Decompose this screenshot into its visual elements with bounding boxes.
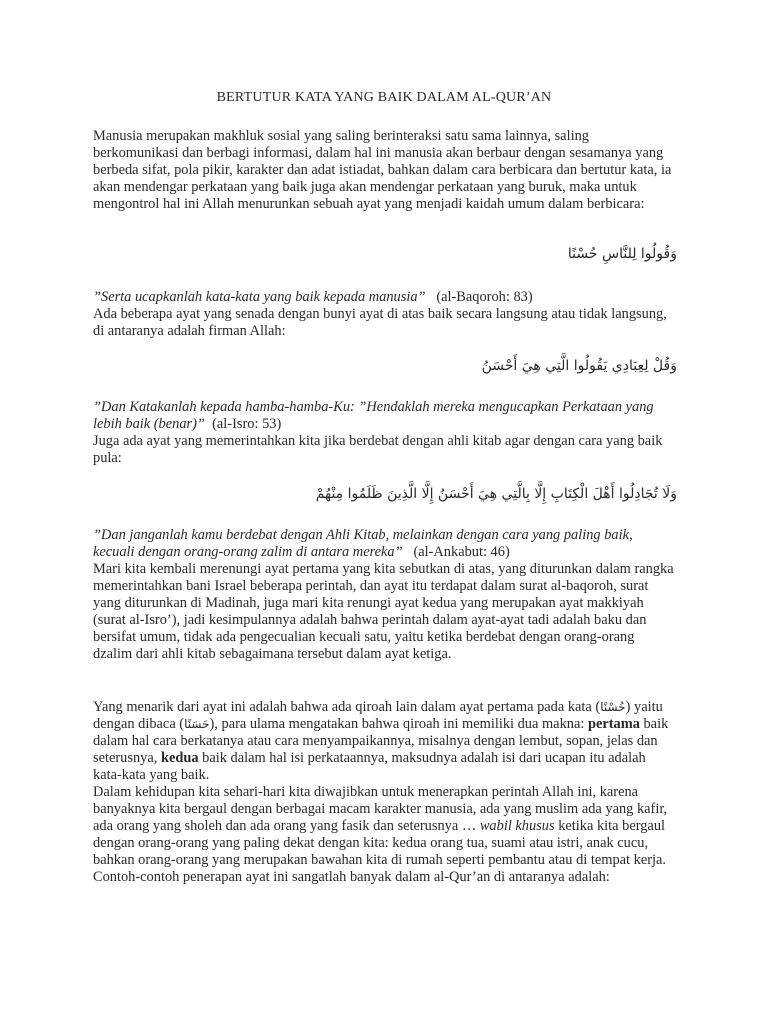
qiroah-text-3: ), para ulama mengatakan bahwa qiroah ini memiliki dua makna: <box>209 716 588 732</box>
qiroah-text-4: baik dalam hal cara berkatanya atau cara menyampaikannya, misalnya dengan lembut, sopan, jelas dan seterusnya, <box>93 716 669 766</box>
verse-2-reference: (al-Isro: 53) <box>212 416 282 432</box>
qiroah-bold-kedua: kedua <box>160 750 199 766</box>
daily-text-2: ketika kita bergaul dengan orang-orang yang paling dekat dengan kita: kedua orang tua, suami atau istri, anak cucu, bahkan orang-orang yang merupakan bawahan kita di rumah seperti pembantu atau di tempat kerja. <box>93 818 667 868</box>
verse-1-block <box>93 289 677 340</box>
verse-3-after-text: Mari kita kembali merenungi ayat pertama yang kita sebutkan di atas, yang diturunkan dalam rangka memerintahkan bani Israel beberapa perintah, dan ayat itu terdapat dalam surat al-baqoroh, surat yang diturunkan di Madinah, juga mari kita renungi ayat kedua yang merupakan ayat makkiyah (surat al-Isro’), jadi kesimpulannya adalah bahwa perintah dalam ayat-ayat tadi adalah baku dan bersifat umum, tidak ada pengecualian kecuali satu, yaitu ketika berdebat dengan orang-orang dzalim dari ahli kitab sebagaimana tersebut dalam ayat ketiga. <box>93 561 674 662</box>
verse-1-after-text: Ada beberapa ayat yang senada dengan bunyi ayat di atas baik secara langsung atau tidak langsung, di antaranya adalah firman Allah: <box>93 306 667 339</box>
qiroah-text-1: Yang menarik dari ayat ini adalah bahwa ada qiroah lain dalam ayat pertama pada kata ( <box>93 699 601 715</box>
qiroah-paragraph <box>93 699 677 784</box>
intro-text: Manusia merupakan makhluk sosial yang saling berinteraksi satu sama lainnya, saling berkomunikasi dan berbagi informasi, dalam hal ini manusia akan berbaur dengan sesamanya yang berbeda sifat, pola pikir, karakter dan adat istiadat, bahkan dalam cara berbicara dan bertutur kata, ia akan mendengar perkataan yang baik juga akan mendengar perkataan yang buruk, maka untuk mengontrol hal ini Allah menurunkan sebuah ayat yang menjadi kaidah umum dalam berbicara: <box>93 128 672 212</box>
verse-3-translation-line <box>93 527 677 561</box>
qiroah-text-2: ) yaitu dengan dibaca ( <box>93 699 663 732</box>
verse-1-translation: ”Serta ucapkanlah kata-kata yang baik kepada manusia” <box>93 289 426 305</box>
verse-2-after-text: Juga ada ayat yang memerintahkan kita jika berdebat dengan ahli kitab agar dengan cara yang baik pula: <box>93 433 663 466</box>
verse-2-arabic: وَقُلْ لِعِبَادِي يَقُولُوا الَّتِي هِيَ أَحْسَنُ <box>481 358 677 374</box>
page-title: BERTUTUR KATA YANG BAIK DALAM AL-QUR’AN <box>216 90 552 105</box>
daily-paragraph <box>93 784 677 869</box>
qiroah-section <box>93 699 677 886</box>
qiroah-word-hasanan: حَسَنًا <box>184 717 210 731</box>
verse-2-translation: ”Dan Katakanlah kepada hamba-hamba-Ku: ”Hendaklah mereka mengucapkan Perkataan yang lebih baik (benar)” <box>93 399 654 432</box>
verse-3-block <box>93 527 677 663</box>
verse-1-translation-line <box>93 289 677 306</box>
verse-3-arabic: وَلَا تُجَادِلُوا أَهْلَ الْكِتَابِ إِلَّا بِالَّتِي هِيَ أَحْسَنُ إِلَّا الَّذِينَ ظَلَمُوا مِنْهُمْ <box>315 486 677 502</box>
verse-3-translation: ”Dan janganlah kamu berdebat dengan Ahli Kitab, melainkan dengan cara yang paling baik, kecuali dengan orang-orang zalim di antara mereka” <box>93 527 633 560</box>
intro-paragraph <box>93 128 677 213</box>
verse-3-reference: (al-Ankabut: 46) <box>413 544 510 560</box>
verse-2-translation-line <box>93 399 677 433</box>
verse-2-block <box>93 399 677 467</box>
daily-italic-wabil-khusus: wabil khusus <box>479 818 555 834</box>
qiroah-bold-pertama: pertama <box>587 716 640 732</box>
verse-1-arabic: وَقُولُوا لِلنَّاسِ حُسْنًا <box>567 246 677 262</box>
closing-paragraph: Contoh-contoh penerapan ayat ini sangatlah banyak dalam al-Qur’an di antaranya adalah: <box>93 869 610 885</box>
qiroah-text-5: baik dalam hal isi perkataannya, maksudnya adalah isi dari ucapan itu adalah kata-kata yang baik. <box>93 750 646 783</box>
daily-text-1: Dalam kehidupan kita sehari-hari kita diwajibkan untuk menerapkan perintah Allah ini, karena banyaknya kita bergaul dengan berbagai macam karakter manusia, ada yang muslim ada yang kafir, ada orang yang sholeh dan ada orang yang fasik dan seterusnya … <box>93 784 668 834</box>
verse-1-reference: (al-Baqoroh: 83) <box>436 289 533 305</box>
qiroah-word-husnan: حُسْنًا <box>600 700 626 714</box>
